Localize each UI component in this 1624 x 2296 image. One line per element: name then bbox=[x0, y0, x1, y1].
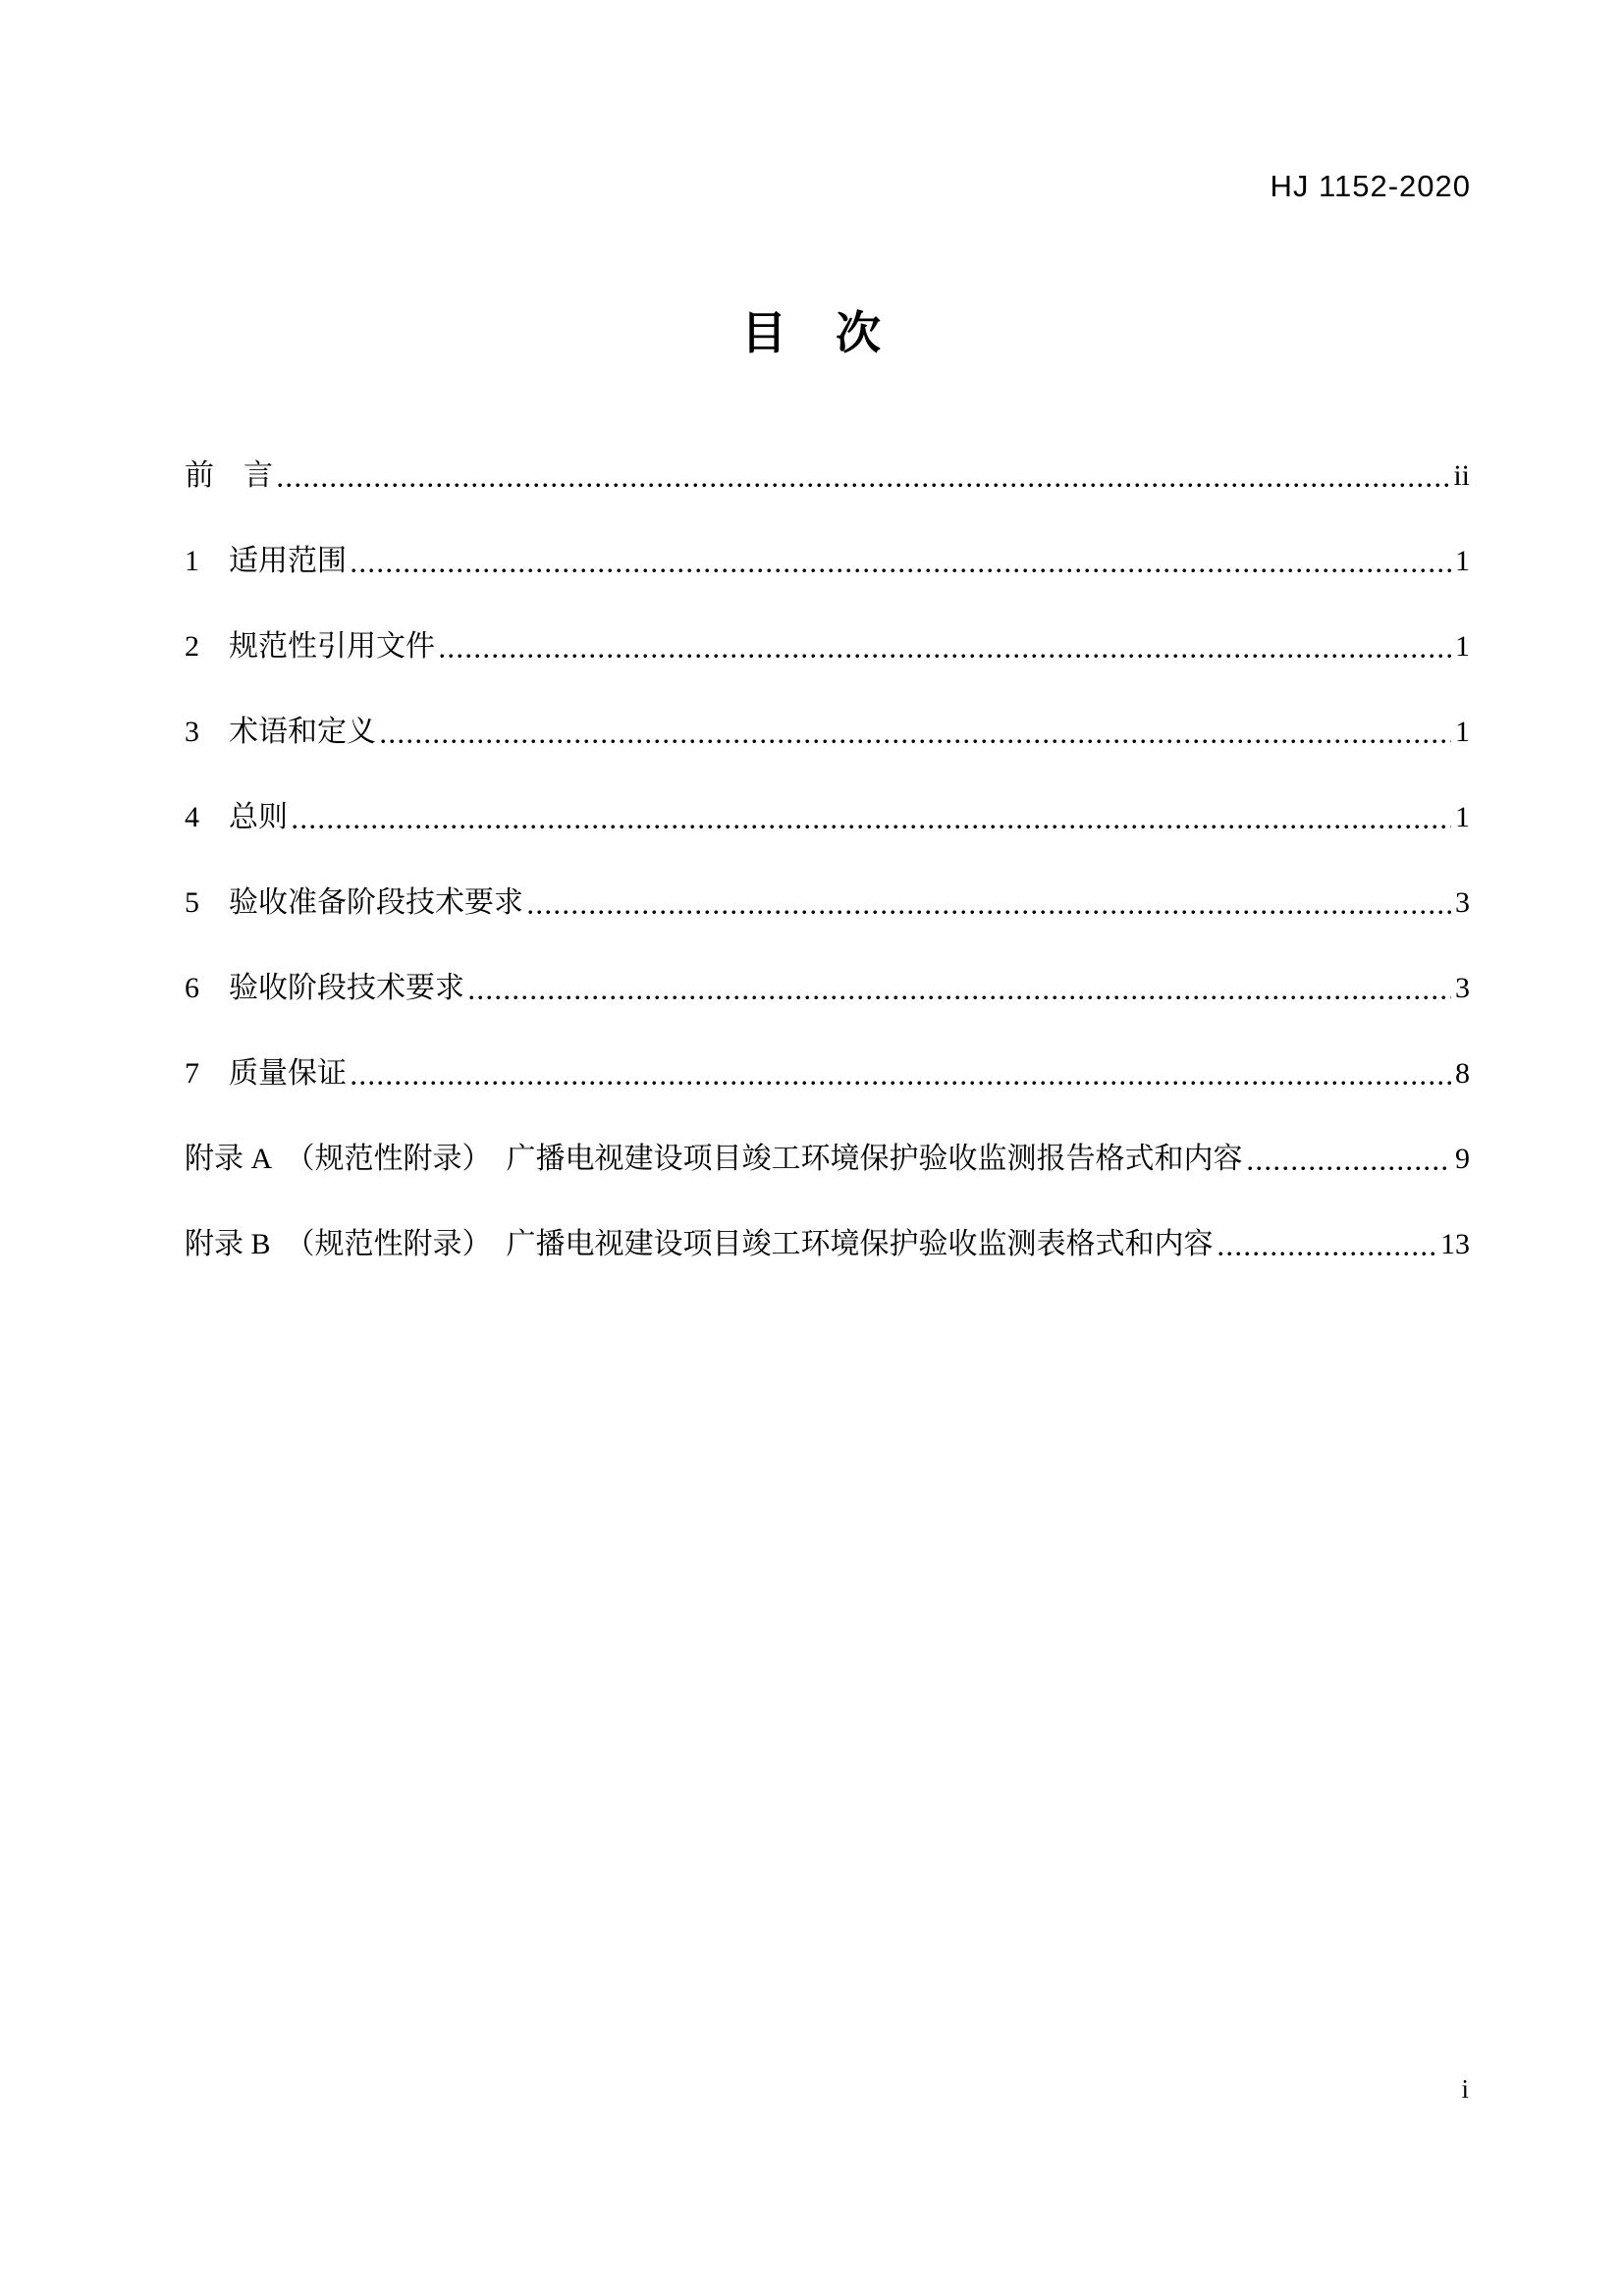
toc-entry-label: 验收阶段技术要求 bbox=[229, 972, 464, 1004]
toc-entry-page-number: 1 bbox=[1455, 716, 1470, 748]
toc-entry-6 bbox=[185, 972, 1470, 1005]
dot-leader bbox=[469, 972, 1451, 1005]
dot-leader bbox=[352, 1057, 1451, 1091]
toc-entry-number: 3 bbox=[185, 716, 199, 748]
toc-entry-page-number: 8 bbox=[1455, 1057, 1470, 1090]
toc-entry-page-number: 13 bbox=[1440, 1228, 1470, 1260]
toc-entry-label: 术语和定义 bbox=[229, 716, 376, 748]
toc-entry-page-number: 3 bbox=[1455, 972, 1470, 1004]
toc-entry-2 bbox=[185, 630, 1470, 664]
dot-leader bbox=[1218, 1228, 1436, 1261]
toc-entry-label: 适用范围 bbox=[229, 545, 347, 577]
toc-entry-5 bbox=[185, 886, 1470, 920]
toc-entry-page-number: 1 bbox=[1455, 630, 1470, 663]
dot-leader bbox=[528, 886, 1451, 920]
toc-entry-label: 附录 A （规范性附录） 广播电视建设项目竣工环境保护验收监测报告格式和内容 bbox=[185, 1143, 1243, 1175]
toc-entry-7 bbox=[185, 1057, 1470, 1091]
toc-entry-number: 7 bbox=[185, 1057, 199, 1090]
dot-leader bbox=[440, 630, 1451, 664]
toc-entry-page-number: 3 bbox=[1455, 886, 1470, 919]
toc-entry-label: 质量保证 bbox=[229, 1057, 347, 1090]
toc-entry-page-number: 9 bbox=[1455, 1143, 1470, 1175]
standard-number: HJ 1152-2020 bbox=[1270, 169, 1471, 203]
toc-entry-3 bbox=[185, 716, 1470, 749]
toc-entry-appendix-a bbox=[185, 1143, 1470, 1176]
dot-leader bbox=[381, 716, 1451, 749]
table-of-contents bbox=[185, 459, 1470, 1313]
dot-leader bbox=[293, 801, 1451, 834]
toc-entry-number: 6 bbox=[185, 972, 199, 1004]
toc-entry-number: 4 bbox=[185, 801, 199, 833]
toc-entry-foreword bbox=[185, 459, 1470, 493]
dot-leader bbox=[352, 545, 1451, 578]
page-title: 目 次 bbox=[741, 307, 883, 358]
toc-entry-page-number: 1 bbox=[1455, 801, 1470, 833]
toc-entry-number: 1 bbox=[185, 545, 199, 577]
toc-entry-label: 前 言 bbox=[185, 459, 273, 492]
toc-entry-label: 附录 B （规范性附录） 广播电视建设项目竣工环境保护验收监测表格式和内容 bbox=[185, 1228, 1214, 1260]
dot-leader bbox=[278, 459, 1449, 493]
toc-entry-page-number: 1 bbox=[1455, 545, 1470, 577]
toc-entry-label: 规范性引用文件 bbox=[229, 630, 435, 663]
toc-entry-4 bbox=[185, 801, 1470, 834]
toc-entry-number: 5 bbox=[185, 886, 199, 919]
dot-leader bbox=[1248, 1143, 1451, 1176]
toc-entry-number: 2 bbox=[185, 630, 199, 663]
footer-page-number: i bbox=[1461, 2074, 1469, 2104]
toc-entry-appendix-b bbox=[185, 1228, 1470, 1261]
toc-entry-label: 总则 bbox=[229, 801, 288, 833]
toc-entry-page-number: ii bbox=[1453, 459, 1470, 492]
toc-entry-1 bbox=[185, 545, 1470, 578]
toc-entry-label: 验收准备阶段技术要求 bbox=[229, 886, 523, 919]
